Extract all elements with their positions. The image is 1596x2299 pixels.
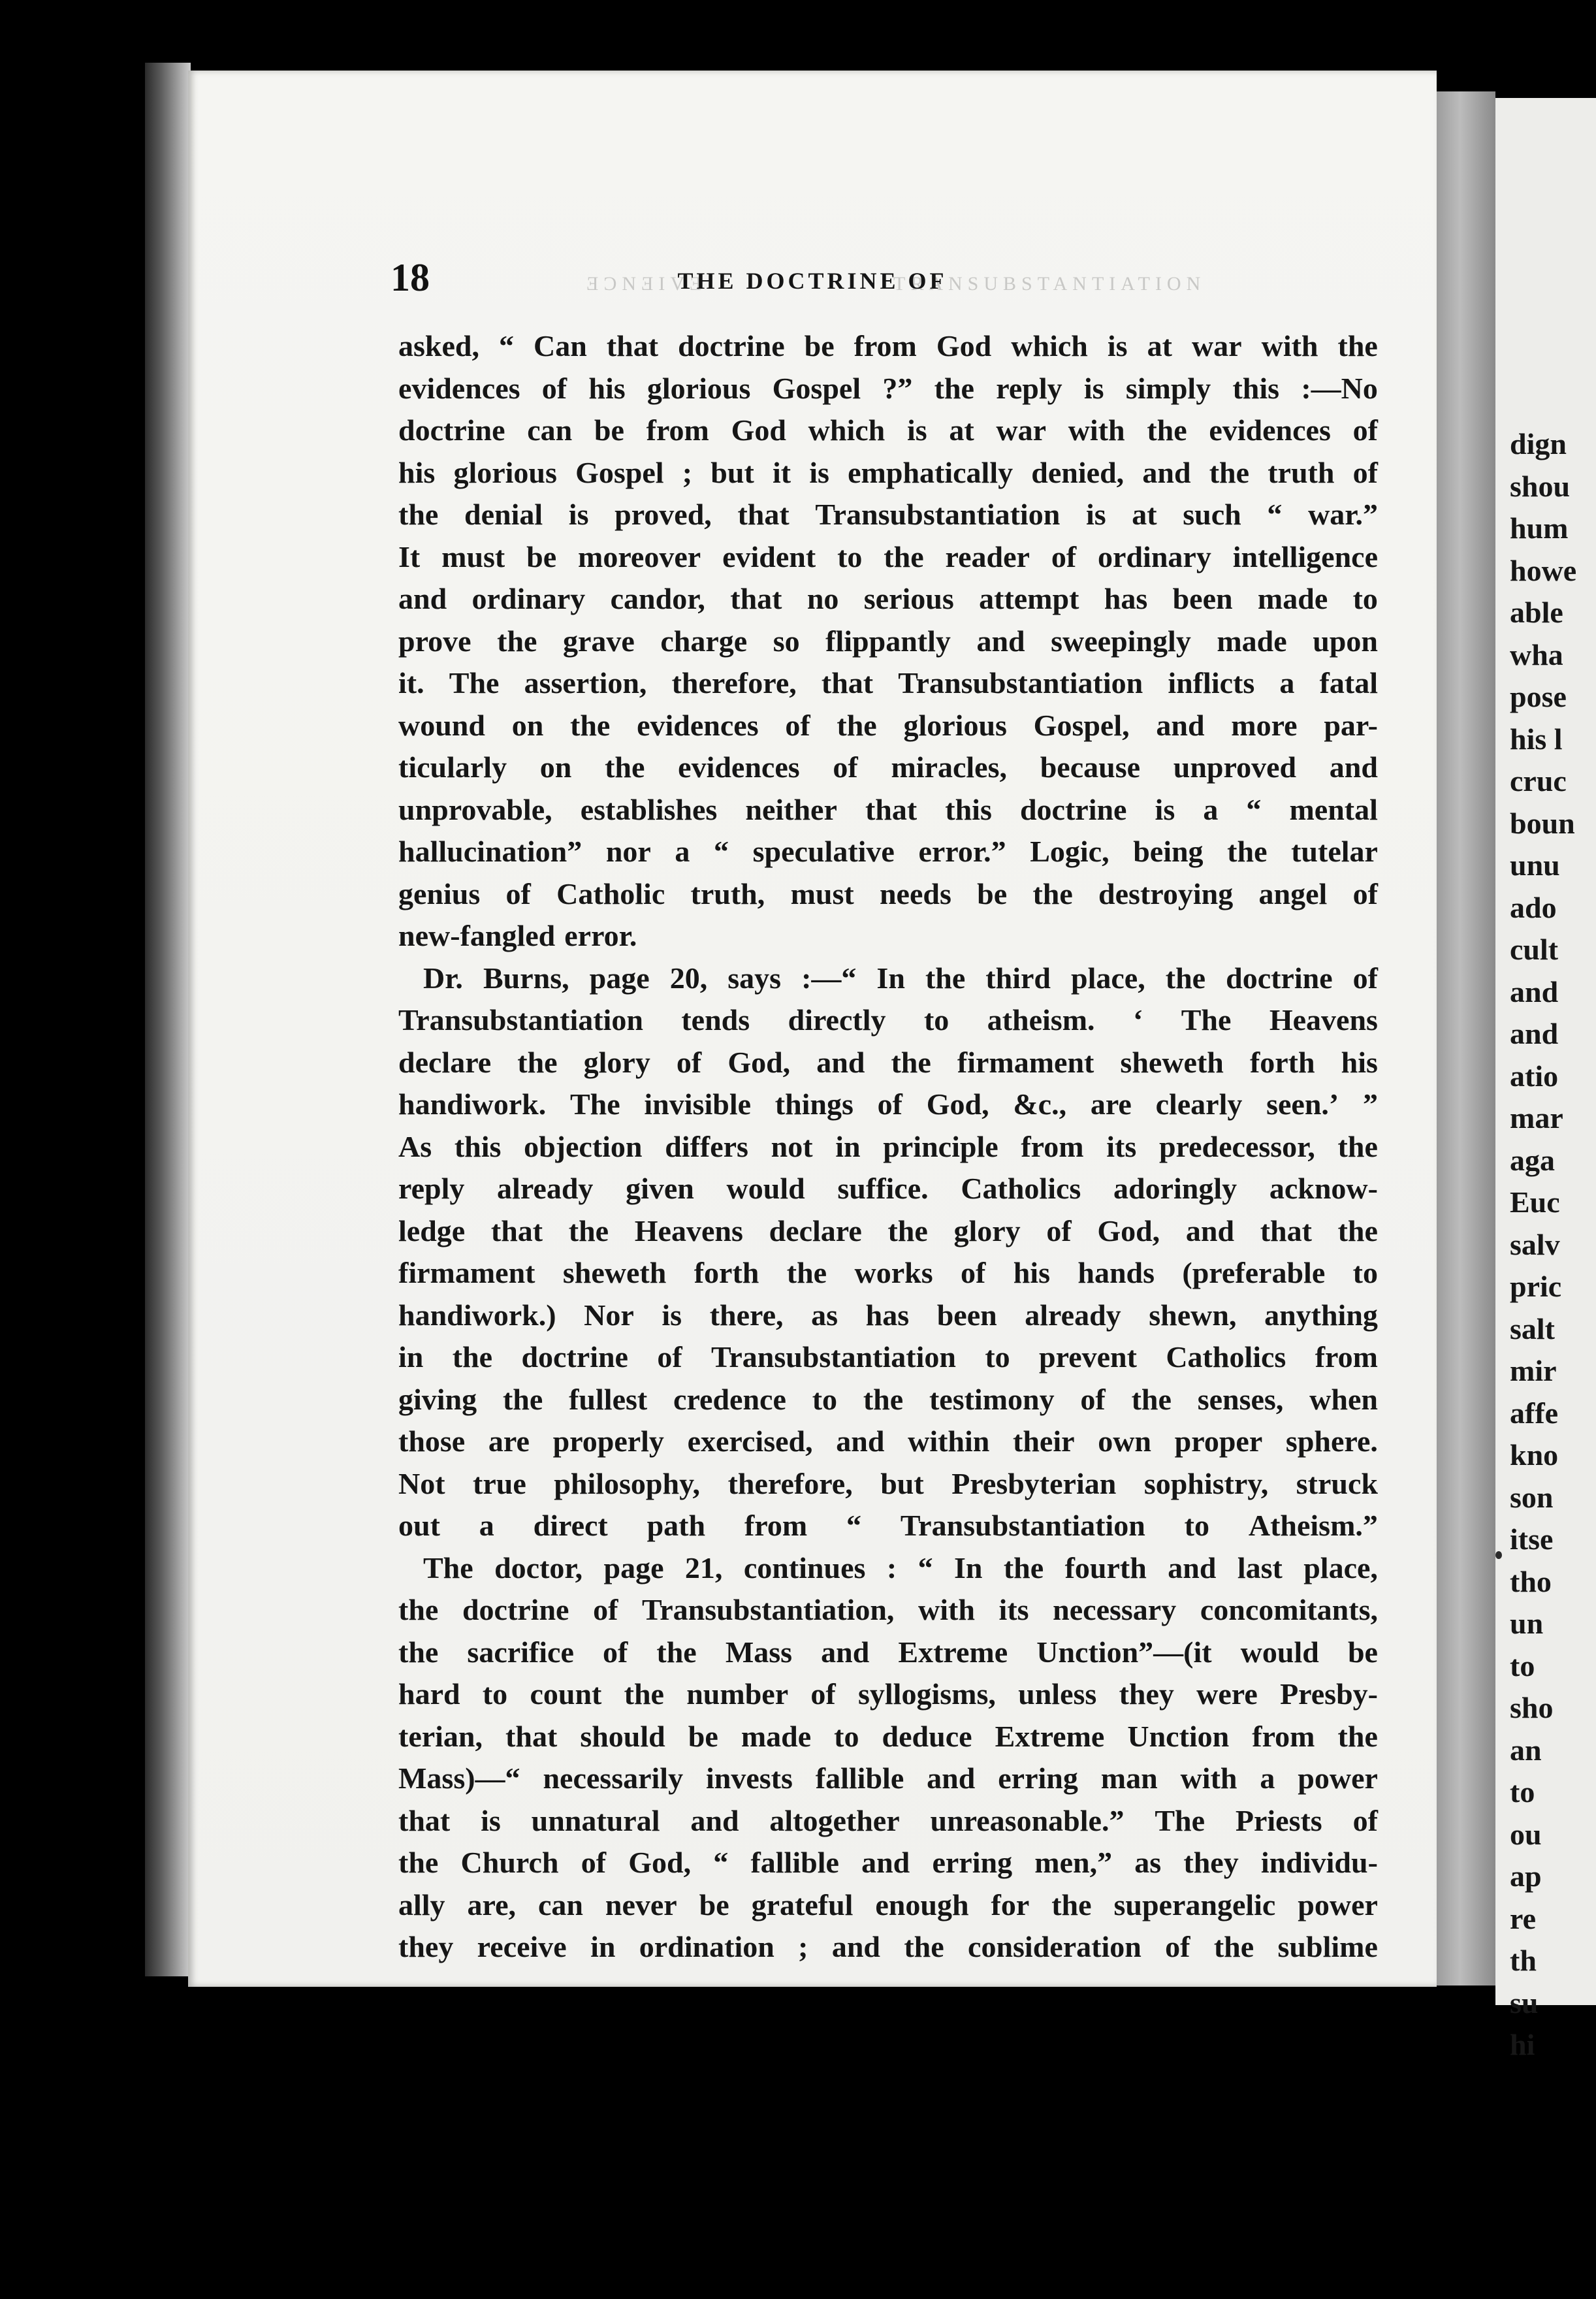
text-line: As this objection differs not in principle from its predecessor, the: [398, 1129, 1378, 1163]
facing-page-text: [1510, 423, 1576, 2066]
facing-line-fragment: to: [1510, 1775, 1535, 1809]
page-number: 18: [391, 256, 430, 299]
facing-line-fragment: ado: [1510, 890, 1557, 924]
facing-line-fragment: ou: [1510, 1817, 1542, 1851]
text-line: hallucination” nor a “ speculative error.” Logic, being the tutelar: [398, 835, 1378, 868]
facing-line-fragment: unu: [1510, 848, 1560, 882]
text-line: Not true philosophy, therefore, but Presbyterian sophistry, struck: [398, 1466, 1378, 1500]
text-line: the denial is proved, that Transubstantiation is at such “ war.”: [398, 498, 1378, 531]
text-line: firmament sheweth forth the works of his hands (preferable to: [398, 1256, 1378, 1289]
paragraph: [398, 325, 1378, 957]
text-line: they receive in ordination ; and the consideration of the sublime: [398, 1930, 1378, 1963]
text-line: The doctor, page 21, continues : “ In the fourth and last place,: [423, 1551, 1378, 1584]
text-line: out a direct path from “ Transubstantiation to Atheism.”: [398, 1509, 1378, 1542]
text-line: in the doctrine of Transubstantiation to prevent Catholics from: [398, 1340, 1378, 1374]
facing-line-fragment: wha: [1510, 637, 1563, 671]
facing-line-fragment: son: [1510, 1480, 1554, 1514]
text-line: it. The assertion, therefore, that Transubstantiation inflicts a fatal: [398, 666, 1378, 699]
text-line: genius of Catholic truth, must needs be the destroying angel of: [398, 876, 1378, 910]
text-line: handiwork.) Nor is there, as has been already shewn, anything: [398, 1298, 1378, 1332]
page-edge-shadow: [1437, 91, 1495, 1985]
facing-line-fragment: able: [1510, 596, 1563, 629]
facing-line-fragment: kno: [1510, 1438, 1559, 1471]
facing-line-fragment: pric: [1510, 1270, 1562, 1303]
text-line: unprovable, establishes neither that this doctrine is a “ mental: [398, 792, 1378, 826]
facing-line-fragment: Euc: [1510, 1185, 1560, 1219]
facing-line-fragment: th: [1510, 1944, 1537, 1977]
text-line: Mass)—“ necessarily invests fallible and erring man with a power: [398, 1761, 1378, 1795]
text-line: asked, “ Can that doctrine be from God which is at war with the: [398, 329, 1378, 362]
text-line: prove the grave charge so flippantly and sweepingly made upon: [398, 624, 1378, 658]
text-line: Transubstantiation tends directly to atheism. ‘ The Heavens: [398, 1003, 1378, 1037]
running-head: THE DOCTRINE OF: [677, 268, 948, 294]
text-line: ally are, can never be grateful enough for the superangelic power: [398, 1888, 1378, 1921]
facing-line-fragment: an: [1510, 1733, 1542, 1767]
facing-line-fragment: affe: [1510, 1396, 1559, 1430]
text-line: doctrine can be from God which is at war with the evidences of: [398, 413, 1378, 447]
facing-line-fragment: un: [1510, 1607, 1544, 1640]
text-line: his glorious Gospel ; but it is emphatically denied, and the truth of: [398, 455, 1378, 489]
text-line: ticularly on the evidences of miracles, because unproved and: [398, 750, 1378, 784]
facing-line-fragment: howe: [1510, 553, 1577, 587]
binding-gutter-shadow: [145, 63, 191, 1976]
text-line: ledge that the Heavens declare the glory of God, and that the: [398, 1214, 1378, 1247]
facing-line-fragment: re: [1510, 1901, 1537, 1935]
facing-line-fragment: shou: [1510, 469, 1571, 503]
facing-line-fragment: and: [1510, 974, 1559, 1008]
body-text: [398, 325, 1378, 1969]
facing-line-fragment: pose: [1510, 680, 1567, 713]
facing-line-fragment: cult: [1510, 933, 1559, 966]
paragraph: [398, 957, 1378, 1547]
facing-line-fragment: atio: [1510, 1059, 1559, 1093]
facing-page: [1495, 98, 1596, 2061]
facing-line-fragment: dign: [1510, 427, 1567, 460]
show-through-text-left: ƎƆNƎIVƎ: [586, 273, 707, 295]
text-line: terian, that should be made to deduce Extreme Unction from the: [398, 1719, 1378, 1753]
page-header: [188, 255, 1437, 300]
text-line: declare the glory of God, and the firmament sheweth forth his: [398, 1045, 1378, 1079]
text-line: wound on the evidences of the glorious Gospel, and more par-: [398, 708, 1378, 742]
text-line: the doctrine of Transubstantiation, with its necessary concomitants,: [398, 1593, 1378, 1626]
ink-speck: [1495, 1551, 1502, 1559]
text-line: those are properly exercised, and within their own proper sphere.: [398, 1424, 1378, 1458]
text-line: handiwork. The invisible things of God, &c., are clearly seen.’ ”: [398, 1087, 1378, 1121]
text-line: evidences of his glorious Gospel ?” the reply is simply this :—No: [398, 371, 1378, 405]
facing-line-fragment: and: [1510, 1017, 1559, 1050]
facing-line-fragment: mir: [1510, 1354, 1557, 1387]
text-line: the Church of God, “ fallible and erring men,” as they individu-: [398, 1846, 1378, 1879]
facing-line-fragment: salt: [1510, 1311, 1555, 1345]
text-line: and ordinary candor, that no serious attempt has been made to: [398, 582, 1378, 615]
facing-line-fragment: his l: [1510, 722, 1563, 756]
text-line: the sacrifice of the Mass and Extreme Unction”—(it would be: [398, 1635, 1378, 1669]
paragraph: [398, 1547, 1378, 1969]
text-line: Dr. Burns, page 20, says :—“ In the third place, the doctrine of: [423, 961, 1378, 995]
show-through-text-right: TRANSUBSTANTIATION: [893, 273, 1206, 295]
text-line: reply already given would suffice. Catholics adoringly acknow-: [398, 1172, 1378, 1205]
text-line: that is unnatural and altogether unreasonable.” The Priests of: [398, 1803, 1378, 1837]
facing-line-fragment: tho: [1510, 1564, 1552, 1598]
facing-line-fragment: aga: [1510, 1143, 1555, 1177]
facing-line-fragment: sho: [1510, 1691, 1554, 1724]
facing-line-fragment: boun: [1510, 806, 1575, 840]
facing-line-fragment: hi: [1510, 2028, 1535, 2061]
text-line: new-fangled error.: [398, 919, 637, 952]
facing-line-fragment: su: [1510, 1985, 1539, 2019]
facing-line-fragment: cruc: [1510, 764, 1567, 797]
facing-line-fragment: itse: [1510, 1522, 1554, 1556]
facing-line-fragment: mar: [1510, 1101, 1563, 1134]
facing-line-fragment: hum: [1510, 511, 1569, 545]
facing-line-fragment: ap: [1510, 1859, 1542, 1893]
facing-line-fragment: to: [1510, 1648, 1535, 1682]
facing-line-fragment: salv: [1510, 1227, 1560, 1261]
text-line: It must be moreover evident to the reader of ordinary intelligence: [398, 539, 1378, 573]
text-line: hard to count the number of syllogisms, unless they were Presby-: [398, 1677, 1378, 1711]
text-line: giving the fullest credence to the testimony of the senses, when: [398, 1382, 1378, 1416]
